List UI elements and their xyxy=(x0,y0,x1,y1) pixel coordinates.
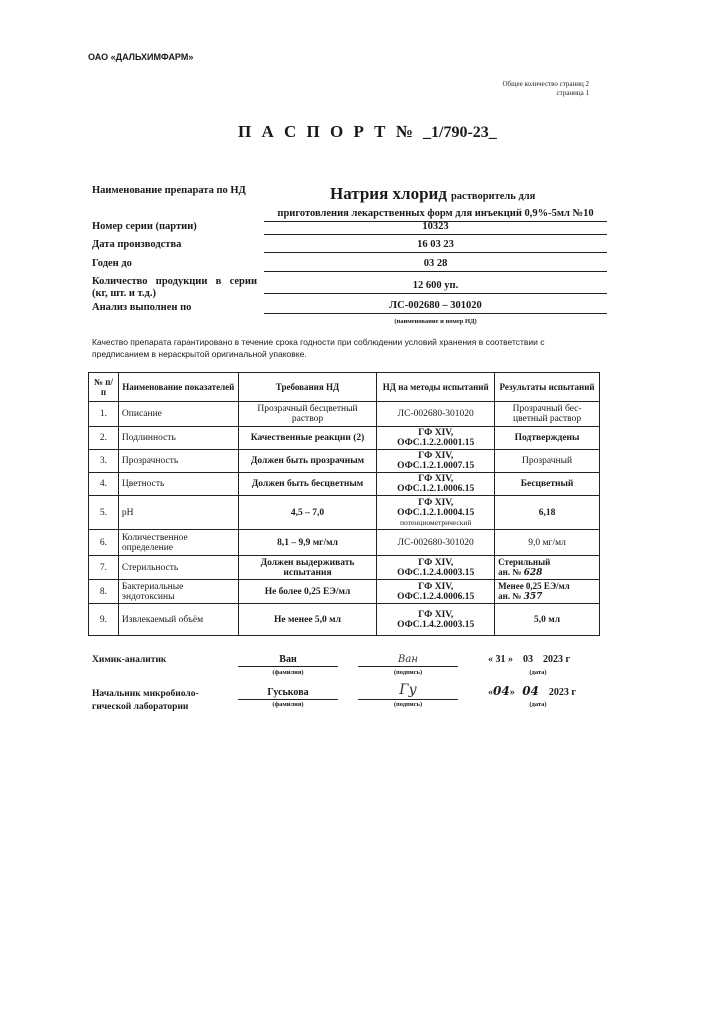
analysis-number-label: ан. № xyxy=(498,591,522,601)
batch-value: 10323 xyxy=(264,220,607,235)
method-text: ГФ XIV, ОФС.1.2.1.0004.15 xyxy=(397,498,475,518)
table-header-row xyxy=(89,373,600,402)
table-row xyxy=(89,604,600,636)
row-result: Бесцветный xyxy=(495,473,600,496)
method-note: потенциометрический xyxy=(400,518,472,527)
row-result: 9,0 мг/мл xyxy=(495,530,600,556)
row-name: Подлинность xyxy=(118,427,238,450)
row-requirement: Качественные реакции (2) xyxy=(238,427,377,450)
table-row xyxy=(89,556,600,580)
row-result: Подтверждены xyxy=(495,427,600,450)
chemist-name: Ван xyxy=(238,654,338,667)
header-method: НД на методы испытаний xyxy=(377,373,495,402)
row-requirement: Должен выдерживать испытания xyxy=(238,556,377,580)
row-method: ГФ XIV, ОФС.1.2.1.0007.15 xyxy=(377,450,495,473)
row-method: ГФ XIV, ОФС.1.2.2.0001.15 xyxy=(377,427,495,450)
result-text: Стерильный xyxy=(498,557,551,567)
row-method: ГФ XIV, ОФС.1.4.2.0003.15 xyxy=(377,604,495,636)
chemist-name-caption: (фамилия) xyxy=(272,669,304,676)
head-date: «04» 04 2023 г xyxy=(488,684,576,698)
row-requirement: Не более 0,25 ЕЭ/мл xyxy=(238,580,377,604)
head-role-2: гической лаборатории xyxy=(92,702,189,712)
table-row xyxy=(89,473,600,496)
row-name: Извлекаемый объём xyxy=(118,604,238,636)
row-requirement: 4,5 – 7,0 xyxy=(238,496,377,530)
quantity-value: 12 600 уп. xyxy=(264,279,607,294)
head-name-caption: (фамилия) xyxy=(272,701,304,708)
row-method: ЛС-002680-301020 xyxy=(377,402,495,427)
table-row xyxy=(89,530,600,556)
head-role-1: Начальник микробиоло- xyxy=(92,689,199,699)
row-result: Прозрачный бес-цветный раствор xyxy=(495,402,600,427)
analysis-number-label: ан. № xyxy=(498,567,522,577)
header-number: № п/п xyxy=(89,373,119,402)
row-number: 1. xyxy=(89,402,119,427)
row-requirement: Прозрачный бесцветный раствор xyxy=(238,402,377,427)
chemist-date-month: 03 xyxy=(523,654,533,665)
head-name: Гуськова xyxy=(238,687,338,700)
row-requirement: 8,1 – 9,9 мг/мл xyxy=(238,530,377,556)
row-result xyxy=(495,556,600,580)
row-number: 5. xyxy=(89,496,119,530)
expiry-value: 03 28 xyxy=(264,257,607,272)
result-note xyxy=(498,567,596,578)
drug-desc-1: растворитель для xyxy=(450,191,536,202)
row-method: ГФ XIV, ОФС.1.2.1.0006.15 xyxy=(377,473,495,496)
analysis-label: Анализ выполнен по xyxy=(92,302,192,313)
page-number: страница 1 xyxy=(556,89,589,97)
table-row xyxy=(89,580,600,604)
row-result: 6,18 xyxy=(495,496,600,530)
expiry-label: Годен до xyxy=(92,258,132,269)
table-row xyxy=(89,402,600,427)
passport-number: _1/790-23_ xyxy=(423,124,497,141)
production-date-value: 16 03 23 xyxy=(264,238,607,253)
production-date-label: Дата производства xyxy=(92,239,182,250)
chemist-role: Химик-аналитик xyxy=(92,655,167,665)
head-date-month: 04 xyxy=(522,684,539,698)
chemist-date xyxy=(488,654,570,665)
row-requirement: Должен быть бесцветным xyxy=(238,473,377,496)
table-row xyxy=(89,450,600,473)
page-info xyxy=(503,80,590,98)
chemist-sign-caption: (подпись) xyxy=(393,669,423,676)
header-result: Результаты испытаний xyxy=(495,373,600,402)
quantity-label xyxy=(92,276,257,300)
row-method: ГФ XIV, ОФС.1.2.4.0003.15 xyxy=(377,556,495,580)
head-date-day: 04 xyxy=(493,684,510,698)
row-result xyxy=(495,580,600,604)
batch-label: Номер серии (партии) xyxy=(92,221,197,232)
result-text: Менее 0,25 ЕЭ/мл xyxy=(498,581,570,591)
document-title xyxy=(238,122,497,142)
row-name: Описание xyxy=(118,402,238,427)
row-requirement: Должен быть прозрачным xyxy=(238,450,377,473)
head-date-caption: (дата) xyxy=(529,701,547,708)
head-role xyxy=(92,688,199,714)
table-row xyxy=(89,427,600,450)
head-date-year: 2023 г xyxy=(548,687,576,698)
table-row xyxy=(89,496,600,530)
row-result: 5,0 мл xyxy=(495,604,600,636)
total-pages: Общее количество страниц 2 xyxy=(502,80,589,88)
header-requirement: Требования НД xyxy=(238,373,377,402)
chemist-signature: Ван xyxy=(358,654,458,667)
row-number: 7. xyxy=(89,556,119,580)
drug-name-line xyxy=(330,184,535,204)
header-name: Наименование показателей xyxy=(118,373,238,402)
analysis-value: ЛС-002680 – 301020 xyxy=(264,299,607,314)
quantity-label-1: Количество продукции в серии xyxy=(92,276,257,287)
tests-table xyxy=(88,372,600,636)
analysis-number: 357 xyxy=(523,592,543,602)
row-name: Количественное определение xyxy=(118,530,238,556)
row-method: ГФ XIV, ОФС.1.2.4.0006.15 xyxy=(377,580,495,604)
row-number: 4. xyxy=(89,473,119,496)
row-name: Стерильность xyxy=(118,556,238,580)
chemist-date-year: 2023 г xyxy=(543,654,571,665)
row-number: 2. xyxy=(89,427,119,450)
row-name: pH xyxy=(118,496,238,530)
row-number: 3. xyxy=(89,450,119,473)
row-name: Бактериальные эндотоксины xyxy=(118,580,238,604)
row-requirement: Не менее 5,0 мл xyxy=(238,604,377,636)
quality-note: Качество препарата гарантировано в течение срока годности при соблюдении условий хранения в соответствии с предписанием в нераскрытой оригинальной упаковке. xyxy=(92,337,545,359)
analysis-caption: (наименование и номер НД) xyxy=(394,318,477,325)
chemist-date-caption: (дата) xyxy=(529,669,547,676)
row-method: ЛС-002680-301020 xyxy=(377,530,495,556)
row-method xyxy=(377,496,495,530)
drug-desc-2: приготовления лекарственных форм для инъекций 0,9%-5мл №10 xyxy=(277,208,594,219)
row-result: Прозрачный xyxy=(495,450,600,473)
chemist-date-day: « 31 » xyxy=(488,654,513,665)
company-name: ОАО «ДАЛЬХИМФАРМ» xyxy=(88,52,194,62)
analysis-number: 628 xyxy=(523,568,543,578)
row-name: Цветность xyxy=(118,473,238,496)
head-sign-caption: (подпись) xyxy=(393,701,423,708)
row-number: 6. xyxy=(89,530,119,556)
drug-label: Наименование препарата по НД xyxy=(92,185,246,196)
drug-name: Натрия хлорид xyxy=(330,184,447,203)
row-number: 8. xyxy=(89,580,119,604)
head-signature: Гу xyxy=(358,684,458,700)
title-prefix: П А С П О Р Т № xyxy=(238,122,416,141)
quantity-label-2: (кг, шт. и т.д.) xyxy=(92,288,156,299)
result-note xyxy=(498,591,596,602)
row-name: Прозрачность xyxy=(118,450,238,473)
row-number: 9. xyxy=(89,604,119,636)
